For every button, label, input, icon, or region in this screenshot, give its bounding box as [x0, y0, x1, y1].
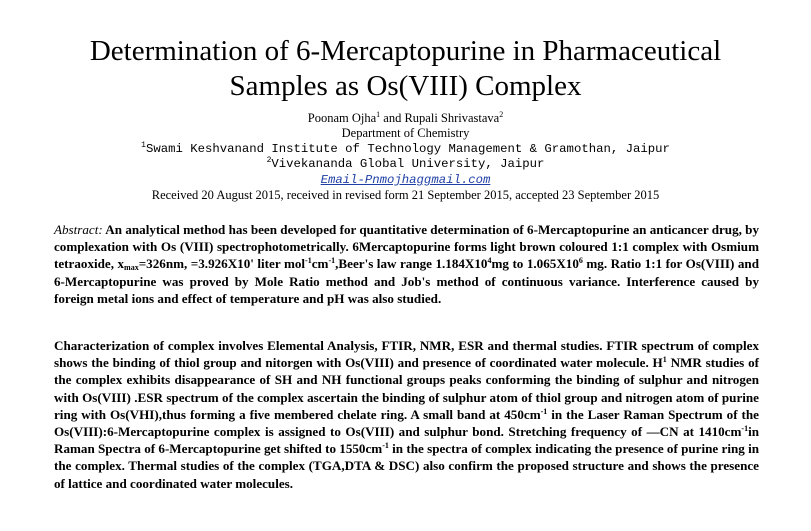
email-link[interactable]: Email-Pnmojhaggmail.com [320, 173, 491, 188]
institution-1-name: Swami Keshvanand Institute of Technology Management & Gramothan, Jaipur [145, 141, 670, 156]
received-line: Received 20 August 2015, received in revised form 21 September 2015, accepted 23 September 2015 [151, 188, 660, 203]
author-1: Poonam Ojha [307, 111, 377, 125]
department: Department of Chemistry [341, 126, 470, 141]
abstract-sup-2: -1 [328, 256, 336, 266]
abstract-sub-max: max [124, 263, 139, 273]
body-text-5: in the spectra of complex indicating the presence of purine ring in the complex. Thermal studies of the complex (TGA,DTA & DSC) also confirm the proposed structure and shows the presence of lattice and coordinated water molecules. [54, 441, 759, 491]
abstract-text-3: cm [311, 256, 329, 272]
author-1-mark: 1 [376, 110, 381, 119]
institution-2-name: Vivekananda Global University, Jaipur [271, 156, 545, 171]
body-text-3: in the Laser Raman Spectrum of the Os(VIII):6-Mercaptopurine complex is assigned to Os(VIII) and sulphur bond. Stretching frequency of —CN at 1410cm [54, 406, 759, 440]
institution-2 [0, 157, 811, 172]
institution-1-mark: 1 [141, 140, 146, 150]
body-text-1: Characterization of complex involves Elemental Analysis, FTIR, NMR, ESR and thermal studies. FTIR spectrum of complex shows the binding of thiol group and nitorgen with Os(VIII) and presence of coordinated water molecule. H [54, 338, 759, 371]
author-block [0, 111, 811, 204]
abstract-paragraph [54, 221, 759, 307]
author-2: and Rupali Shrivastava [380, 111, 500, 125]
characterization-paragraph [54, 337, 759, 492]
abstract-text-4: ,Beer's law range 1.184X10 [335, 256, 488, 272]
abstract-sup-4: 6 [578, 256, 583, 266]
abstract-text-5: mg to 1.065X10 [491, 256, 579, 272]
body-sup-a: -1 [540, 406, 548, 416]
authors [0, 111, 811, 126]
abstract-sup-1: -1 [305, 256, 312, 266]
abstract-text-1: An analytical method has been developed for quantitative determination of 6-Mercaptopurine an anticancer drug, by complexation with Os (VIII) spectrophotometrically. 6Mercaptopurine forms light brown coloured 1:1 complex with Osmium tetraoxide, x [54, 222, 759, 272]
author-2-mark: 2 [499, 110, 504, 119]
institution-1 [0, 142, 811, 157]
body-text-4: in Raman Spectra of 6-Mercaptopurine get shifted to 1550cm [54, 424, 759, 457]
body-sup-b: -1 [741, 424, 749, 434]
abstract-label: Abstract: [54, 222, 103, 237]
email-line [0, 172, 811, 188]
body-text-2: NMR studies of the complex exhibits disappearance of SH and NH functional groups peaks conforming the binding of sulphur and nitrogen with Os(VIII) .ESR spectrum of the complex ascertain the binding of sulphur atom of thiol group and nitrogen atom of purine ring with Os(VHI),thus forming a five membered chelate ring. A small band at 450cm [54, 355, 759, 422]
abstract-sup-3: 4 [487, 256, 492, 266]
abstract-text-6: mg. Ratio 1:1 for Os(VIII) and 6-Mercaptopurine was proved by Mole Ratio method and Job's method of continuous variance. Interference caused by foreign metal ions and effect of temperature and pH was also studied. [54, 256, 759, 306]
institution-2-mark: 2 [266, 155, 272, 165]
title-line-2: Samples as Os(VIII) Complex [229, 70, 582, 102]
body-sup-c: -1 [382, 441, 389, 451]
body-sup-h: 1 [662, 355, 667, 365]
title-line-1: Determination of 6-Mercaptopurine in Pharmaceutical [89, 35, 722, 67]
paper-title [0, 34, 811, 104]
abstract-text-2: =326nm, =3.926X10' liter mol [138, 256, 306, 272]
